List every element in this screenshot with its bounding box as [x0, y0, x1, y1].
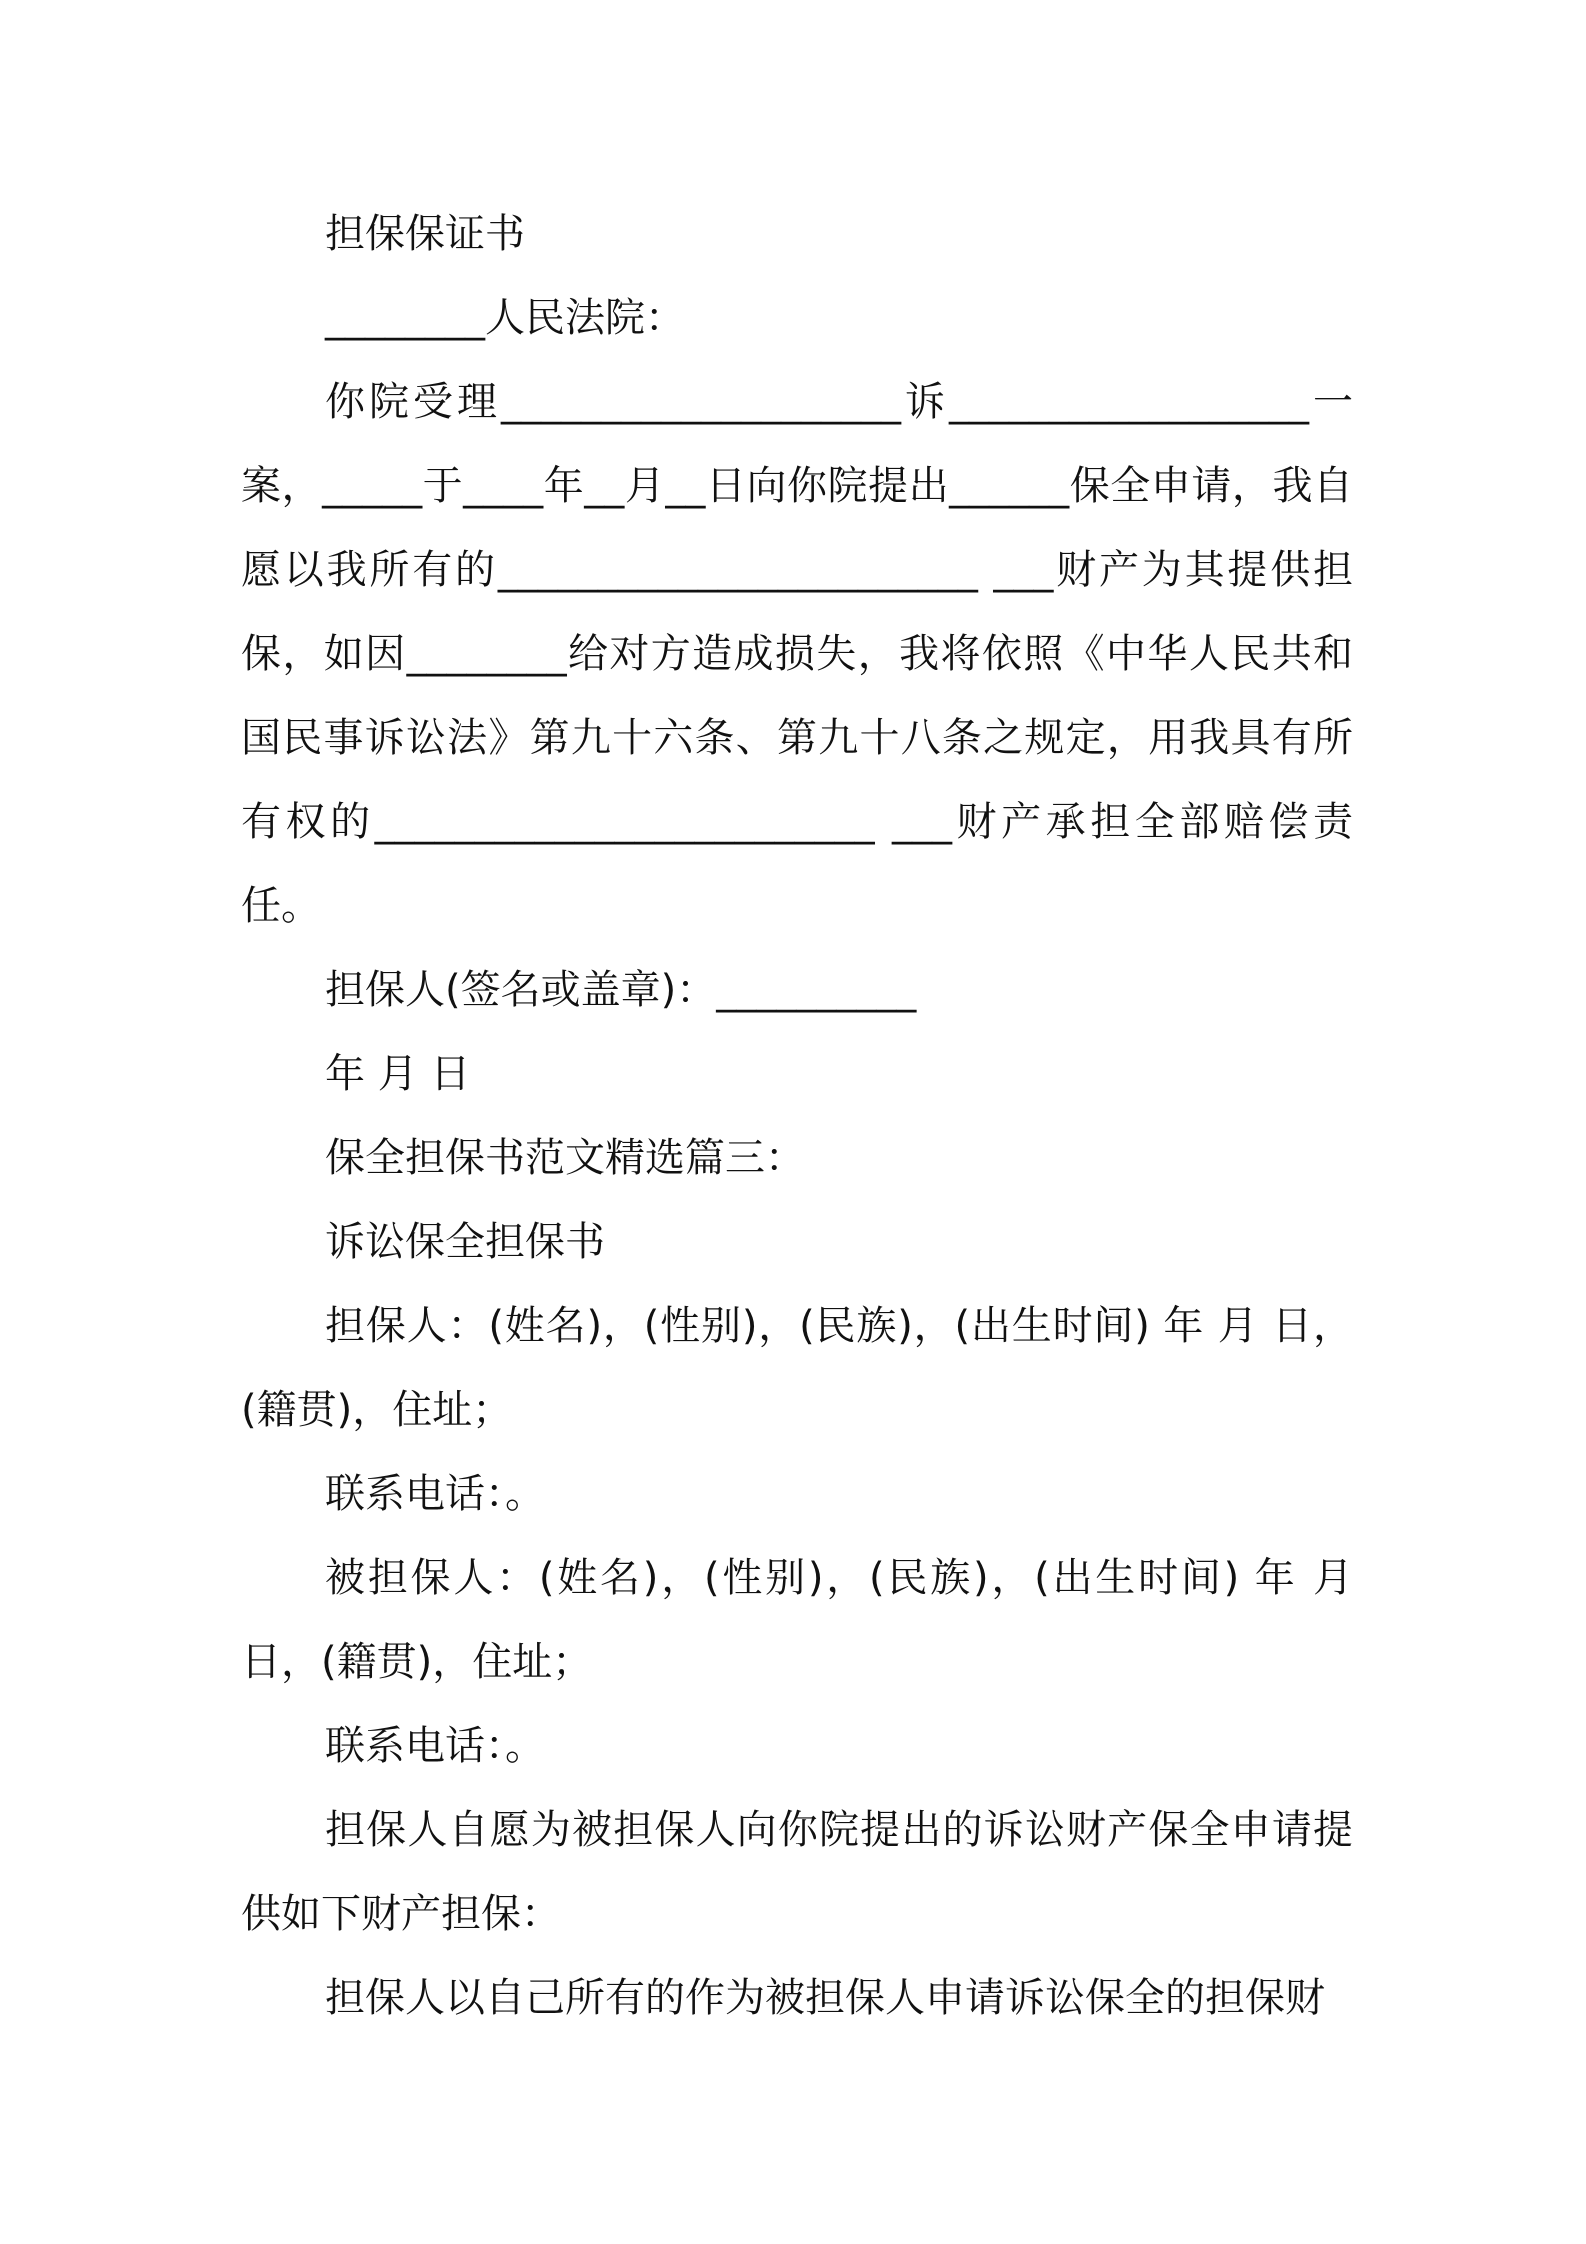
sub-document-title: 诉讼保全担保书: [325, 1219, 605, 1265]
section-heading: 保全担保书范文精选篇三：: [325, 1135, 805, 1181]
guarantor-signature-line: 担保人(签名或盖章)：__________: [325, 967, 917, 1013]
date-line: 年 月 日: [325, 1051, 471, 1097]
guarantee-intent-paragraph: 担保人自愿为被担保人向你院提出的诉讼财产保全申请提供如下财产担保：: [241, 1807, 1353, 1937]
guarantor-phone-line: 联系电话：。: [325, 1471, 545, 1517]
document-title: 担保保证书: [325, 211, 525, 257]
document-body: [241, 192, 1353, 2040]
guaranteed-party-info-paragraph: 被担保人：(姓名)，(性别)，(民族)，(出生时间) 年 月 日，(籍贯)，住址；: [241, 1555, 1353, 1685]
guarantee-property-paragraph: 担保人以自己所有的作为被担保人申请诉讼保全的担保财: [325, 1975, 1325, 2021]
guaranteed-party-phone-line: 联系电话：。: [325, 1723, 545, 1769]
guarantee-statement-paragraph: 你院受理____________________诉__________________一案，_____于____年__月__日向你院提出______保全申请，我自愿以我所有的________________________ ___财产为其提供担保，如因________给对方造成损失，我将依照《中华人民共和国民事诉讼法》第九十六条、第九十八条之规定，用我具有所有权的_________________________ ___财产承担全部赔偿责任。: [241, 379, 1353, 929]
court-address-line: ________人民法院：: [325, 295, 685, 341]
guarantor-info-paragraph: 担保人：(姓名)，(性别)，(民族)，(出生时间) 年 月 日，(籍贯)，住址；: [241, 1303, 1353, 1433]
